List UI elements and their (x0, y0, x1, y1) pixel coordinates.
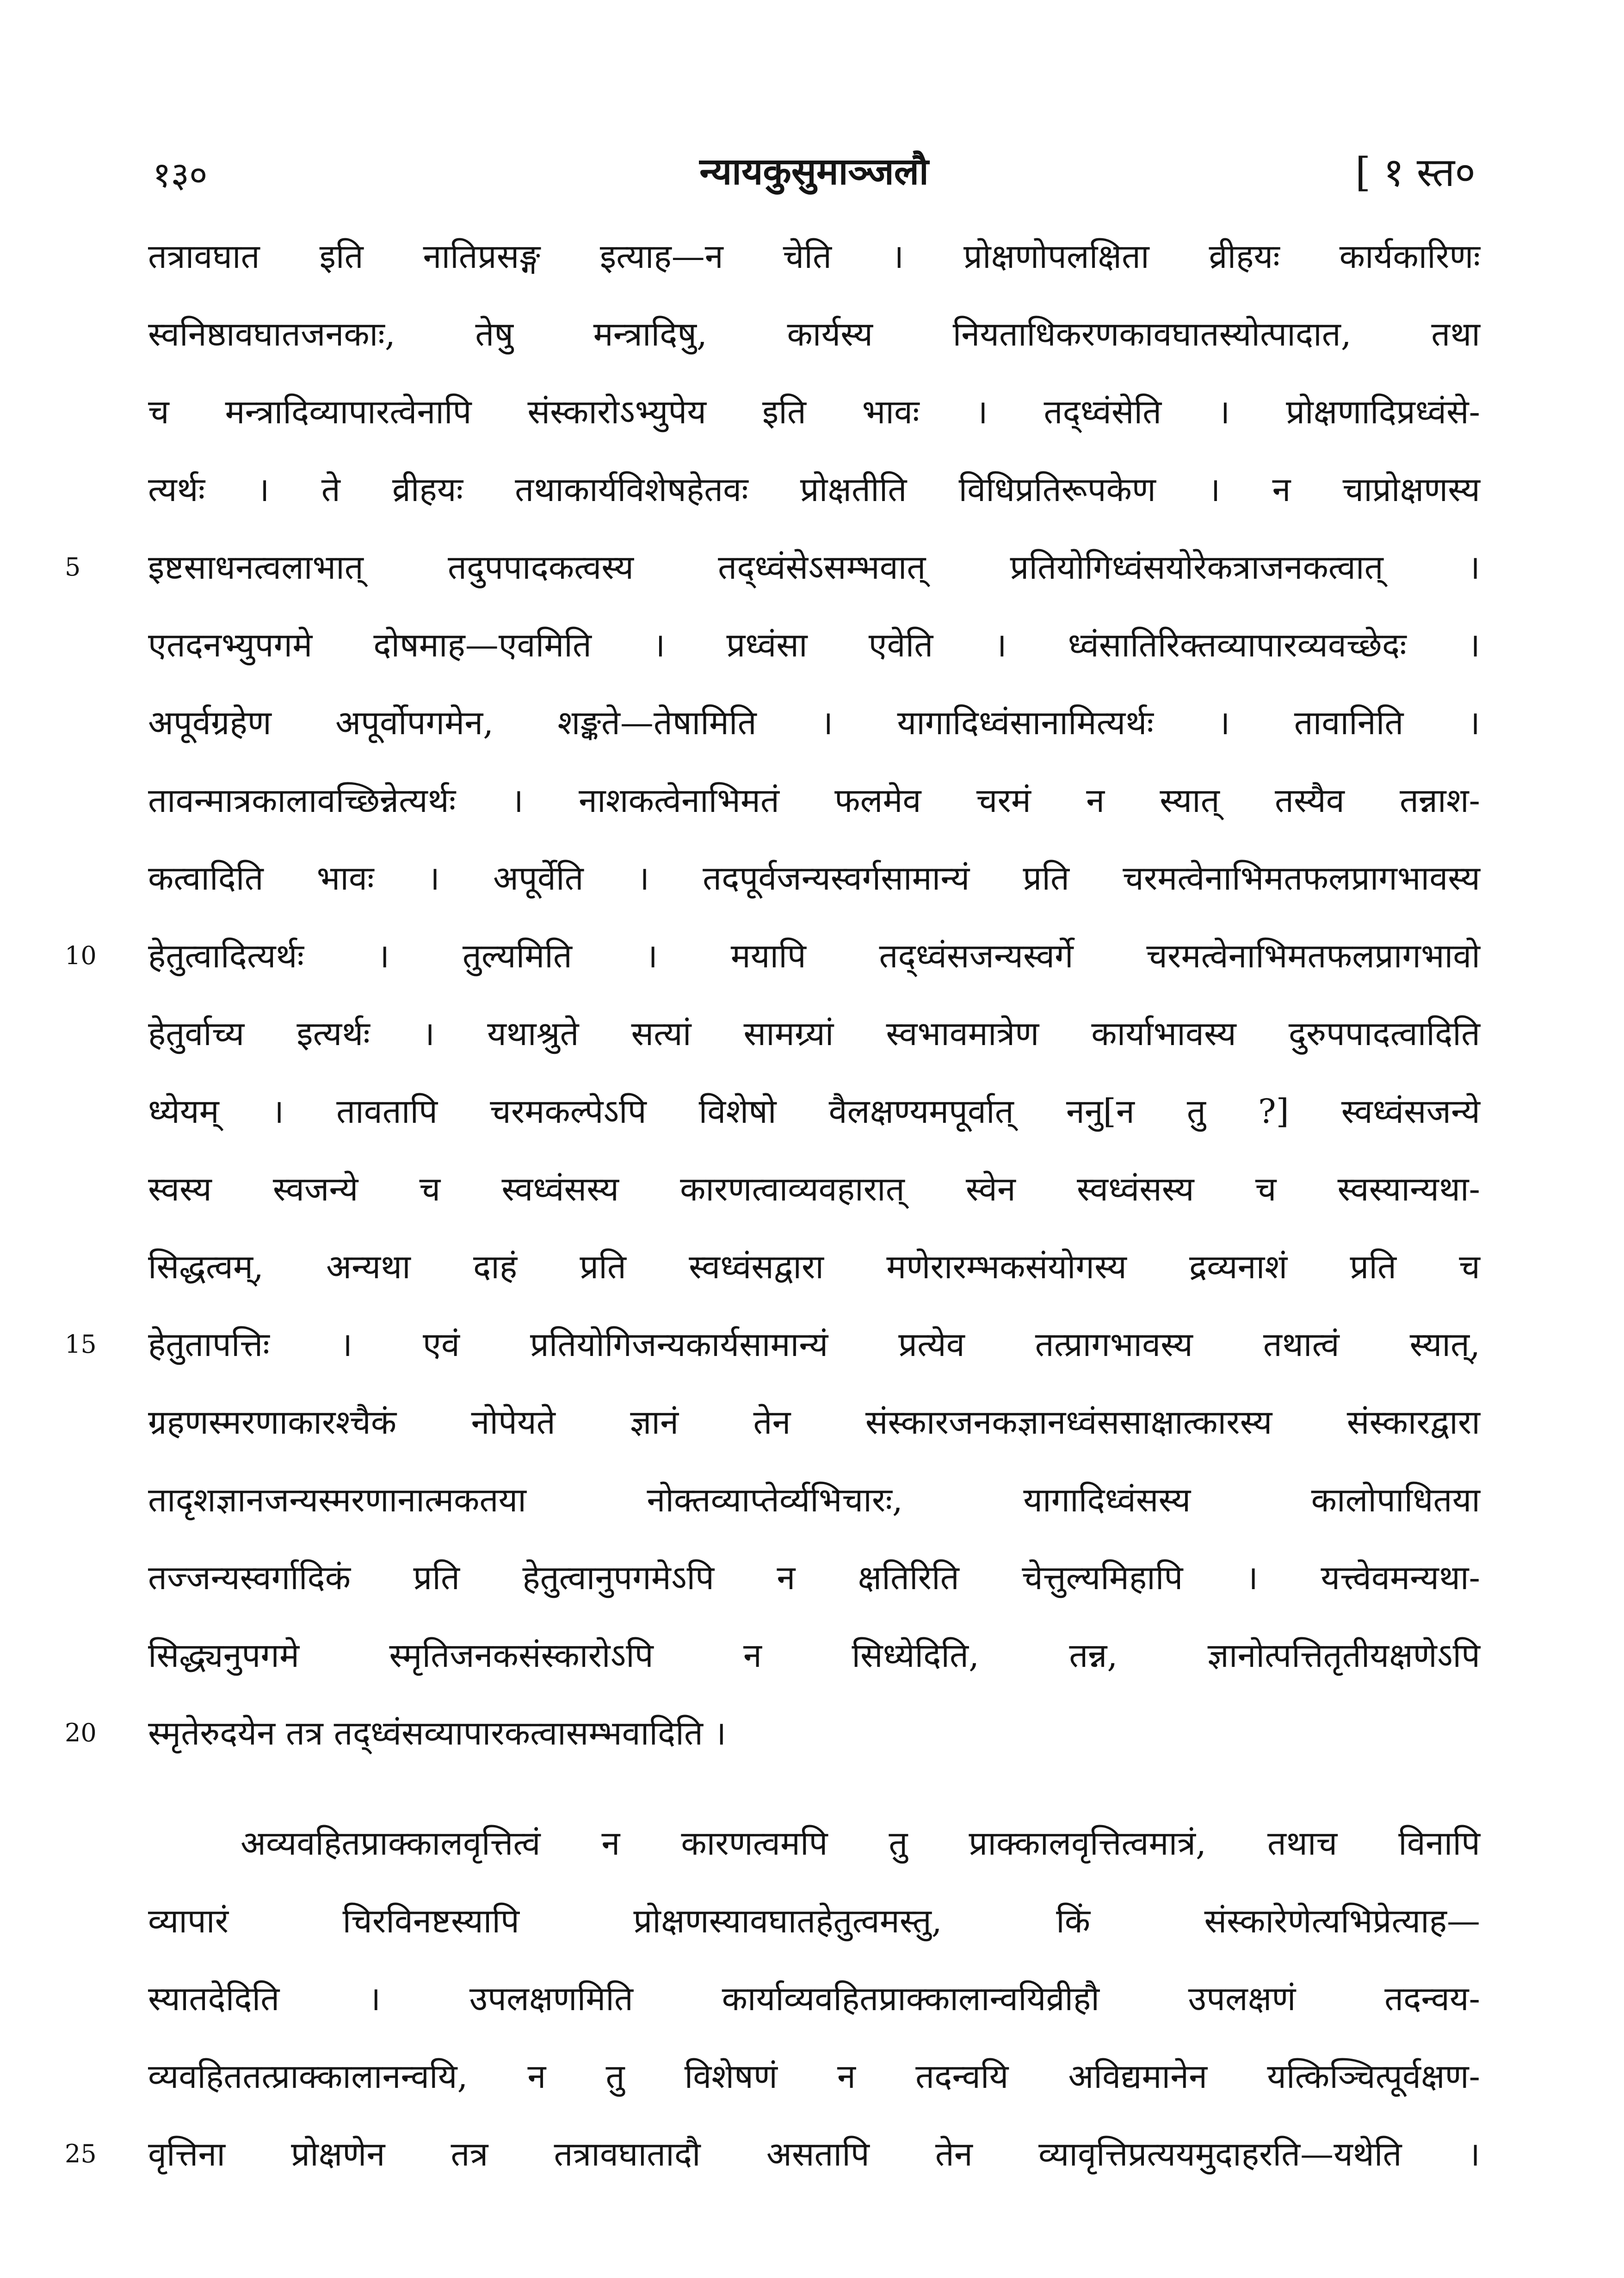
text-line: तादृशज्ञानजन्यस्मरणानात्मकतया नोक्तव्याप्तेर्व्यभिचारः, यागादिध्वंसस्य कालोपाधितया (148, 1480, 1480, 1519)
text-line: व्यवहिततत्प्राक्कालानन्वयि, न तु विशेषणं न तदन्वयि अविद्यमानेन यत्किञ्चित्पूर्वक्षण- (148, 2057, 1480, 2096)
text-line-with-number (65, 917, 1480, 995)
text-line: अपूर्वग्रहेण अपूर्वोपगमेन, शङ्कते—तेषामिति । यागादिध्वंसानामित्यर्थः । तावानिति । (148, 703, 1480, 742)
text-line-with-number (65, 1306, 1480, 1383)
text-line: स्वस्य स्वजन्ये च स्वध्वंसस्य कारणत्वाव्यवहारात् स्वेन स्वध्वंसस्य च स्वस्यान्यथा- (148, 1170, 1480, 1208)
text-line: इष्टसाधनत्वलाभात् तदुपपादकत्वस्य तद्ध्वंसेऽसम्भवात् प्रतियोगिध्वंसयोरेकत्राजनकत्वात् । (148, 548, 1480, 587)
text-line: एतदनभ्युपगमे दोषमाह—एवमिति । प्रध्वंसा एवेति । ध्वंसातिरिक्तव्यापारव्यवच्छेदः । (148, 625, 1480, 664)
text-line: सिद्धत्वम्, अन्यथा दाहं प्रति स्वध्वंसद्वारा मणेरारम्भकसंयोगस्य द्रव्यनाशं प्रति च (148, 1247, 1480, 1286)
text-line: ध्येयम् । तावतापि चरमकल्पेऽपि विशेषो वैलक्षण्यमपूर्वात् ननु[न तु ?] स्वध्वंसजन्ये (148, 1092, 1480, 1131)
text-line: हेतुर्वाच्य इत्यर्थः । यथाश्रुते सत्यां सामग्र्यां स्वभावमात्रेण कार्याभावस्य दुरुपपादत्वादिति (148, 1014, 1480, 1053)
text-line: वृत्तिना प्रोक्षणेन तत्र तत्रावघातादौ असतापि तेन व्यावृत्तिप्रत्ययमुदाहरति—यथेति । (148, 2135, 1480, 2173)
page-number: १३० (153, 154, 208, 195)
text-line-with-number (65, 2115, 1480, 2193)
text-line: स्वनिष्ठावघातजनकाः, तेषु मन्त्रादिषु, कार्यस्य नियताधिकरणकावघातस्योत्पादात, तथा (148, 315, 1480, 353)
text-line: तज्जन्यस्वर्गादिकं प्रति हेतुत्वानुपगमेऽपि न क्षतिरिति चेत्तुल्यमिहापि । यत्त्वेवमन्यथा- (148, 1558, 1480, 1597)
commentary-paragraph-2 (65, 1804, 1480, 2193)
page-header (153, 143, 1476, 217)
text-line: हेतुतापत्तिः । एवं प्रतियोगिजन्यकार्यसामान्यं प्रत्येव तत्प्रागभावस्य तथात्वं स्यात्, (148, 1325, 1480, 1364)
text-line-with-number (65, 1694, 1480, 1772)
text-line: तावन्मात्रकालावच्छिन्नेत्यर्थः । नाशकत्वेनाभिमतं फलमेव चरमं न स्यात् तस्यैव तन्नाश- (148, 781, 1480, 820)
text-line: सिद्ध्यनुपगमे स्मृतिजनकसंस्कारोऽपि न सिध्येदिति, तन्न, ज्ञानोत्पत्तितृतीयक्षणेऽपि (148, 1636, 1480, 1675)
line-number: 25 (65, 2139, 97, 2168)
commentary-paragraph-1 (65, 217, 1480, 1772)
text-line-with-number (65, 528, 1480, 606)
text-line: च मन्त्रादिव्यापारत्वेनापि संस्कारोऽभ्युपेय इति भावः । तद्ध्वंसेति । प्रोक्षणादिप्रध्वंसे- (148, 392, 1480, 431)
running-head-title: न्यायकुसुमाञ्जलौ (699, 149, 929, 193)
text-line: अव्यवहितप्राक्कालवृत्तित्वं न कारणत्वमपि तु प्राक्कालवृत्तित्वमात्रं, तथाच विनापि (241, 1824, 1480, 1863)
section-reference: [ १ स्त० (1355, 149, 1476, 196)
text-line: कत्वादिति भावः । अपूर्वेति । तदपूर्वजन्यस्वर्गसामान्यं प्रति चरमत्वेनाभिमतफलप्रागभावस्य (148, 859, 1480, 898)
text-line: ग्रहणस्मरणाकारश्चैकं नोपेयते ज्ञानं तेन संस्कारजनकज्ञानध्वंससाक्षात्कारस्य संस्कारद्वारा (148, 1403, 1480, 1442)
text-line: स्मृतेरुदयेन तत्र तद्ध्वंसव्यापारकत्वासम्भवादिति । (148, 1714, 727, 1752)
text-line: स्यातदेदिति । उपलक्षणमिति कार्याव्यवहितप्राक्कालान्वयिव्रीहौ उपलक्षणं तदन्वय- (148, 1979, 1480, 2018)
line-number: 5 (65, 552, 81, 582)
line-number: 20 (65, 1718, 97, 1747)
text-line: तत्रावघात इति नातिप्रसङ्ग इत्याह—न चेति । प्रोक्षणोपलक्षिता व्रीहयः कार्यकारिणः (148, 237, 1480, 276)
text-line: व्यापारं चिरविनष्टस्यापि प्रोक्षणस्यावघातहेतुत्वमस्तु, किं संस्कारेणेत्यभिप्रेत्याह— (148, 1901, 1480, 1940)
line-number: 10 (65, 941, 97, 970)
line-number: 15 (65, 1330, 97, 1359)
text-line: त्यर्थः । ते व्रीहयः तथाकार्यविशेषहेतवः प्रोक्षतीति विधिप्रतिरूपकेण । न चाप्रोक्षणस्य (148, 470, 1480, 509)
text-line: हेतुत्वादित्यर्थः । तुल्यमिति । मयापि तद्ध्वंसजन्यस्वर्गे चरमत्वेनाभिमतफलप्रागभावो (148, 936, 1480, 975)
